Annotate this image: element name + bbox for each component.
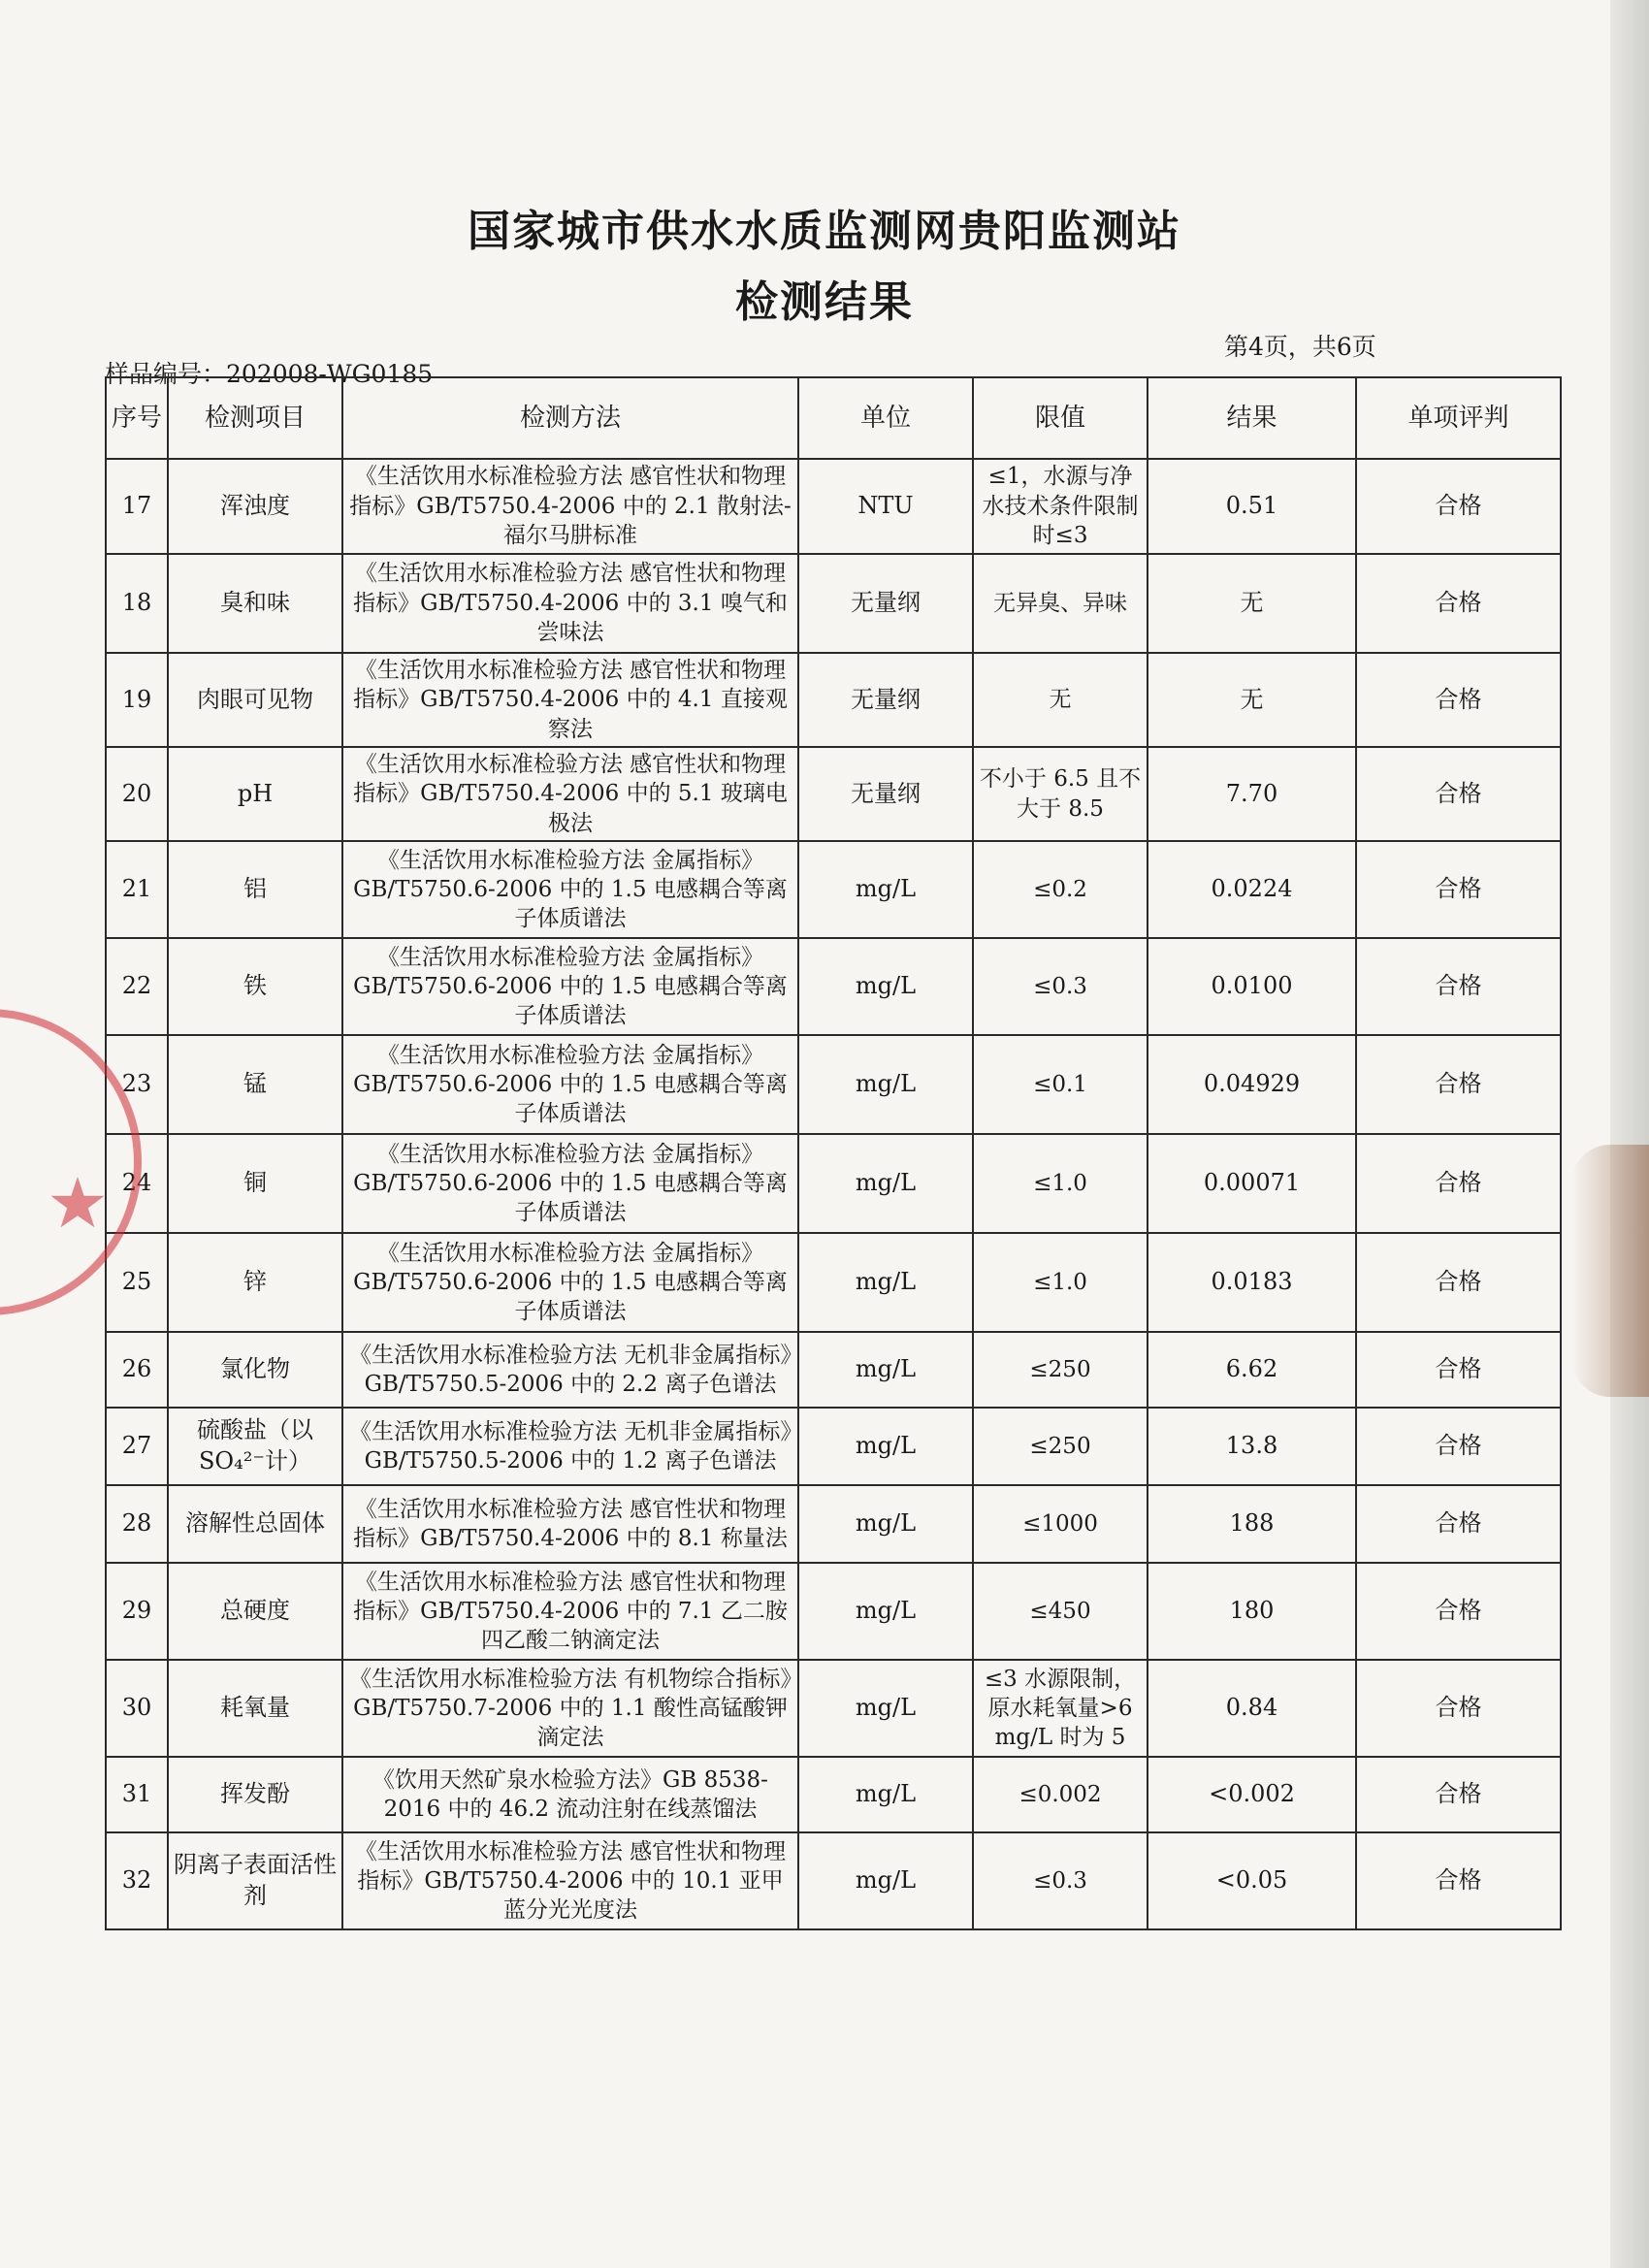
cell-method: 《生活饮用水标准检验方法 感官性状和物理指标》GB/T5750.4-2006 中的 7.1 乙二胺四乙酸二钠滴定法 (342, 1563, 798, 1660)
cell-judgement: 合格 (1356, 1035, 1561, 1134)
cell-result: 无 (1148, 554, 1356, 653)
cell-limit: ≤1，水源与净水技术条件限制时≤3 (973, 459, 1148, 554)
cell-no: 24 (106, 1134, 168, 1233)
cell-no: 19 (106, 653, 168, 747)
cell-no: 32 (106, 1832, 168, 1929)
cell-judgement: 合格 (1356, 1408, 1561, 1485)
seal-star-icon (48, 1174, 107, 1232)
cell-result: 0.0224 (1148, 841, 1356, 938)
cell-item: 铜 (168, 1134, 342, 1233)
cell-item: 臭和味 (168, 554, 342, 653)
cell-method: 《生活饮用水标准检验方法 感官性状和物理指标》GB/T5750.4-2006 中的 3.1 嗅气和尝味法 (342, 554, 798, 653)
cell-result: 0.51 (1148, 459, 1356, 554)
table-row (106, 1563, 1561, 1660)
cell-result: 0.0100 (1148, 938, 1356, 1035)
cell-limit: 不小于 6.5 且不大于 8.5 (973, 747, 1148, 841)
cell-no: 30 (106, 1660, 168, 1757)
cell-item: 锰 (168, 1035, 342, 1134)
cell-result: <0.05 (1148, 1832, 1356, 1929)
header-result: 结果 (1148, 377, 1356, 459)
cell-judgement: 合格 (1356, 841, 1561, 938)
cell-method: 《生活饮用水标准检验方法 金属指标》GB/T5750.6-2006 中的 1.5 电感耦合等离子体质谱法 (342, 841, 798, 938)
table-row (106, 1134, 1561, 1233)
cell-no: 31 (106, 1757, 168, 1832)
cell-method: 《生活饮用水标准检验方法 感官性状和物理指标》GB/T5750.4-2006 中的 8.1 称量法 (342, 1485, 798, 1563)
cell-method: 《生活饮用水标准检验方法 感官性状和物理指标》GB/T5750.4-2006 中的 5.1 玻璃电极法 (342, 747, 798, 841)
cell-result: 180 (1148, 1563, 1356, 1660)
cell-judgement: 合格 (1356, 938, 1561, 1035)
cell-unit: mg/L (798, 1832, 973, 1929)
cell-limit: ≤0.3 (973, 1832, 1148, 1929)
scan-edge (1610, 0, 1649, 2268)
cell-item: 总硬度 (168, 1563, 342, 1660)
cell-method: 《生活饮用水标准检验方法 感官性状和物理指标》GB/T5750.4-2006 中的 4.1 直接观察法 (342, 653, 798, 747)
cell-item: 阴离子表面活性剂 (168, 1832, 342, 1929)
cell-item: 溶解性总固体 (168, 1485, 342, 1563)
table-row (106, 1233, 1561, 1332)
header-judgement: 单项评判 (1356, 377, 1561, 459)
cell-result: 7.70 (1148, 747, 1356, 841)
cell-method: 《生活饮用水标准检验方法 金属指标》GB/T5750.6-2006 中的 1.5 电感耦合等离子体质谱法 (342, 1035, 798, 1134)
cell-unit: mg/L (798, 841, 973, 938)
cell-item: 氯化物 (168, 1332, 342, 1408)
cell-judgement: 合格 (1356, 554, 1561, 653)
cell-method: 《生活饮用水标准检验方法 感官性状和物理指标》GB/T5750.4-2006 中的 2.1 散射法-福尔马肼标准 (342, 459, 798, 554)
cell-item: pH (168, 747, 342, 841)
cell-no: 21 (106, 841, 168, 938)
cell-item: 挥发酚 (168, 1757, 342, 1832)
cell-result: 0.84 (1148, 1660, 1356, 1757)
results-table (105, 376, 1562, 1930)
sample-number: 样品编号：202008-WG0185 (105, 360, 434, 388)
cell-judgement: 合格 (1356, 747, 1561, 841)
cell-limit: 无异臭、异味 (973, 554, 1148, 653)
table-body (106, 459, 1561, 1929)
cell-judgement: 合格 (1356, 1332, 1561, 1408)
cell-unit: mg/L (798, 1563, 973, 1660)
cell-item: 浑浊度 (168, 459, 342, 554)
cell-no: 17 (106, 459, 168, 554)
cell-result: 6.62 (1148, 1332, 1356, 1408)
table-row (106, 1035, 1561, 1134)
cell-method: 《生活饮用水标准检验方法 金属指标》GB/T5750.6-2006 中的 1.5 电感耦合等离子体质谱法 (342, 1233, 798, 1332)
cell-judgement: 合格 (1356, 1233, 1561, 1332)
cell-result: 0.04929 (1148, 1035, 1356, 1134)
hand-shadow (1571, 1145, 1649, 1397)
table-row (106, 1660, 1561, 1757)
cell-unit: mg/L (798, 1332, 973, 1408)
cell-limit: ≤0.3 (973, 938, 1148, 1035)
cell-judgement: 合格 (1356, 653, 1561, 747)
cell-no: 25 (106, 1233, 168, 1332)
cell-limit: ≤250 (973, 1332, 1148, 1408)
cell-result: 13.8 (1148, 1408, 1356, 1485)
cell-result: <0.002 (1148, 1757, 1356, 1832)
cell-limit: 无 (973, 653, 1148, 747)
cell-unit: mg/L (798, 1485, 973, 1563)
table-row (106, 1408, 1561, 1485)
cell-limit: ≤0.1 (973, 1035, 1148, 1134)
cell-unit: mg/L (798, 1757, 973, 1832)
cell-judgement: 合格 (1356, 1485, 1561, 1563)
cell-unit: 无量纲 (798, 747, 973, 841)
cell-no: 20 (106, 747, 168, 841)
cell-item: 铝 (168, 841, 342, 938)
cell-item: 硫酸盐（以 SO₄²⁻计） (168, 1408, 342, 1485)
cell-limit: ≤450 (973, 1563, 1148, 1660)
cell-item: 耗氧量 (168, 1660, 342, 1757)
header-method: 检测方法 (342, 377, 798, 459)
cell-limit: ≤1000 (973, 1485, 1148, 1563)
cell-unit: mg/L (798, 1408, 973, 1485)
cell-method: 《生活饮用水标准检验方法 金属指标》GB/T5750.6-2006 中的 1.5 电感耦合等离子体质谱法 (342, 1134, 798, 1233)
cell-no: 27 (106, 1408, 168, 1485)
cell-unit: mg/L (798, 1035, 973, 1134)
table-header-row (106, 377, 1561, 459)
cell-unit: NTU (798, 459, 973, 554)
header-unit: 单位 (798, 377, 973, 459)
cell-method: 《生活饮用水标准检验方法 感官性状和物理指标》GB/T5750.4-2006 中的 10.1 亚甲蓝分光光度法 (342, 1832, 798, 1929)
cell-unit: 无量纲 (798, 554, 973, 653)
cell-limit: ≤1.0 (973, 1134, 1148, 1233)
cell-limit: ≤0.002 (973, 1757, 1148, 1832)
cell-result: 188 (1148, 1485, 1356, 1563)
cell-unit: mg/L (798, 938, 973, 1035)
cell-no: 28 (106, 1485, 168, 1563)
cell-method: 《生活饮用水标准检验方法 有机物综合指标》GB/T5750.7-2006 中的 1.1 酸性高锰酸钾滴定法 (342, 1660, 798, 1757)
header-no: 序号 (106, 377, 168, 459)
cell-no: 22 (106, 938, 168, 1035)
table-row (106, 747, 1561, 841)
cell-unit: mg/L (798, 1134, 973, 1233)
cell-unit: 无量纲 (798, 653, 973, 747)
results-table-wrapper (105, 376, 1560, 1930)
cell-judgement: 合格 (1356, 1563, 1561, 1660)
cell-judgement: 合格 (1356, 1832, 1561, 1929)
cell-unit: mg/L (798, 1233, 973, 1332)
cell-limit: ≤3 水源限制，原水耗氧量>6 mg/L 时为 5 (973, 1660, 1148, 1757)
table-row (106, 459, 1561, 554)
table-row (106, 554, 1561, 653)
cell-limit: ≤0.2 (973, 841, 1148, 938)
cell-item: 肉眼可见物 (168, 653, 342, 747)
table-row (106, 1332, 1561, 1408)
table-row (106, 1757, 1561, 1832)
table-row (106, 841, 1561, 938)
cell-judgement: 合格 (1356, 1134, 1561, 1233)
cell-method: 《生活饮用水标准检验方法 金属指标》GB/T5750.6-2006 中的 1.5 电感耦合等离子体质谱法 (342, 938, 798, 1035)
cell-no: 23 (106, 1035, 168, 1134)
cell-item: 铁 (168, 938, 342, 1035)
table-row (106, 1485, 1561, 1563)
header-item: 检测项目 (168, 377, 342, 459)
cell-judgement: 合格 (1356, 1757, 1561, 1832)
cell-result: 0.0183 (1148, 1233, 1356, 1332)
cell-no: 26 (106, 1332, 168, 1408)
cell-result: 无 (1148, 653, 1356, 747)
page-number: 第4页，共6页 (1224, 333, 1376, 361)
cell-item: 锌 (168, 1233, 342, 1332)
cell-limit: ≤250 (973, 1408, 1148, 1485)
table-row (106, 938, 1561, 1035)
cell-result: 0.00071 (1148, 1134, 1356, 1233)
cell-limit: ≤1.0 (973, 1233, 1148, 1332)
cell-no: 29 (106, 1563, 168, 1660)
cell-judgement: 合格 (1356, 1660, 1561, 1757)
cell-method: 《生活饮用水标准检验方法 无机非金属指标》GB/T5750.5-2006 中的 2.2 离子色谱法 (342, 1332, 798, 1408)
cell-no: 18 (106, 554, 168, 653)
document-title: 国家城市供水水质监测网贵阳监测站 (468, 207, 1181, 256)
cell-method: 《饮用天然矿泉水检验方法》GB 8538-2016 中的 46.2 流动注射在线蒸馏法 (342, 1757, 798, 1832)
document-subtitle: 检测结果 (735, 277, 914, 327)
cell-judgement: 合格 (1356, 459, 1561, 554)
header-limit: 限值 (973, 377, 1148, 459)
cell-method: 《生活饮用水标准检验方法 无机非金属指标》GB/T5750.5-2006 中的 1.2 离子色谱法 (342, 1408, 798, 1485)
table-row (106, 653, 1561, 747)
cell-unit: mg/L (798, 1660, 973, 1757)
table-row (106, 1832, 1561, 1929)
